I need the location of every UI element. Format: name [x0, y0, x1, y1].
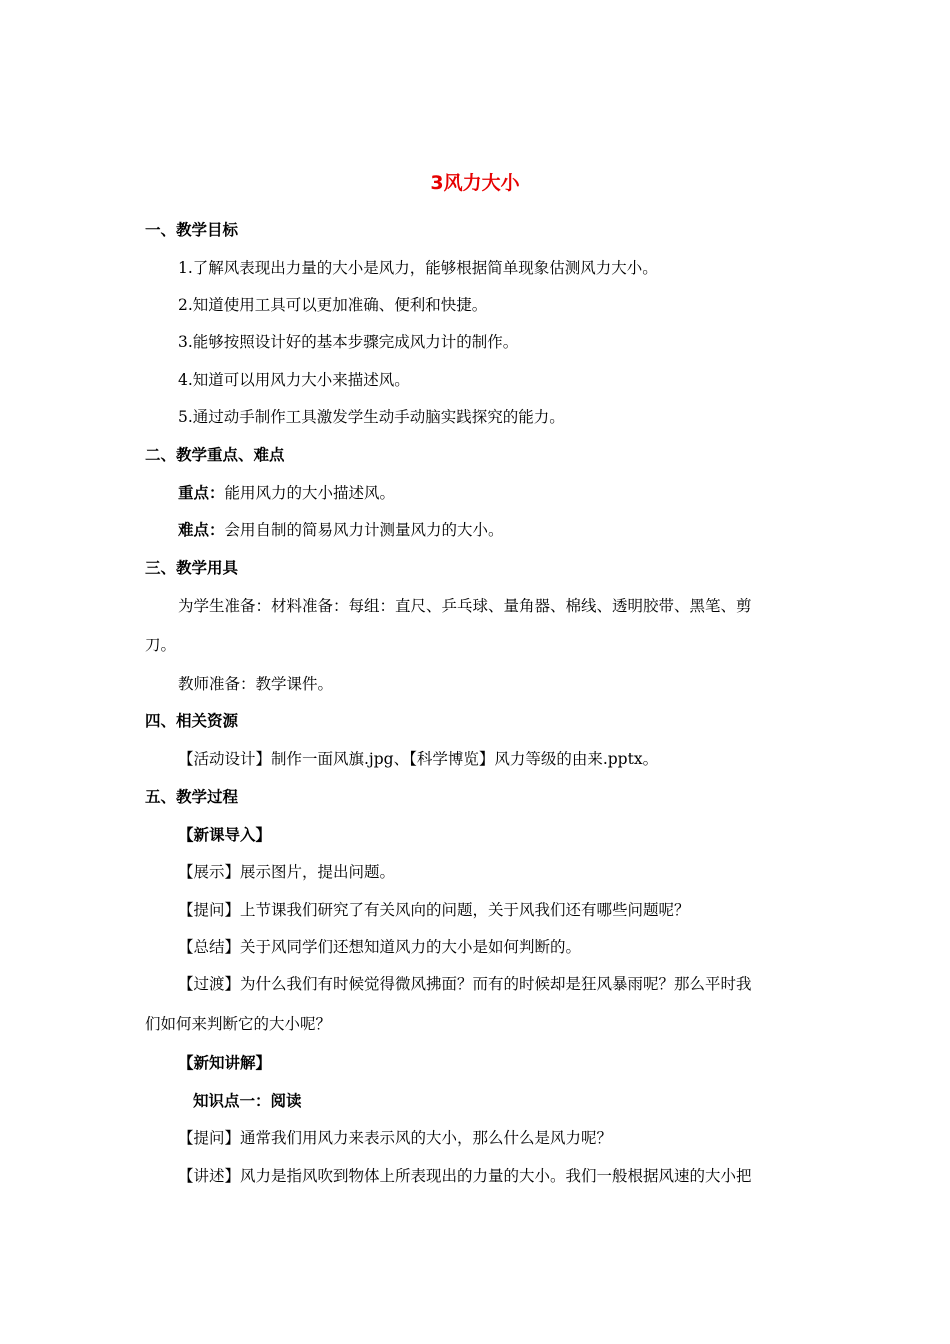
key-point-line — [178, 483, 395, 503]
transition-line-2: 们如何来判断它的大小呢？ — [145, 1015, 332, 1033]
section-heading-goals: 一、教学目标 — [145, 221, 239, 239]
question-line-1: 【提问】上节课我们研究了有关风向的问题，关于风我们还有哪些问题呢？ — [178, 901, 690, 919]
summary-line: 【总结】关于风同学们还想知道风力的大小是如何判断的。 — [178, 938, 582, 956]
key-point-label: 重点： — [178, 484, 225, 502]
difficulty-label: 难点： — [178, 521, 225, 539]
section-heading-tools: 三、教学用具 — [145, 559, 239, 577]
student-materials-line-1: 为学生准备：材料准备：每组：直尺、乒乓球、量角器、棉线、透明胶带、黑笔、剪 — [178, 597, 752, 615]
new-lesson-intro-label: 【新课导入】 — [178, 826, 272, 844]
goal-item-2: 2.知道使用工具可以更加准确、便利和快捷。 — [178, 296, 488, 314]
difficulty-line — [178, 520, 504, 540]
goal-item-5: 5.通过动手制作工具激发学生动手动脑实践探究的能力。 — [178, 408, 565, 426]
document-title: 3风力大小 — [430, 172, 520, 194]
key-point-text: 能用风力的大小描述风。 — [224, 484, 396, 502]
transition-line-1: 【过渡】为什么我们有时候觉得微风拂面？而有的时候却是狂风暴雨呢？那么平时我 — [178, 975, 752, 993]
section-heading-key-points: 二、教学重点、难点 — [145, 446, 285, 464]
section-heading-resources: 四、相关资源 — [145, 712, 239, 730]
show-line: 【展示】展示图片，提出问题。 — [178, 863, 396, 881]
new-knowledge-label: 【新知讲解】 — [178, 1054, 272, 1072]
section-heading-process: 五、教学过程 — [145, 788, 239, 806]
student-materials-line-2: 刀。 — [145, 636, 177, 654]
difficulty-text: 会用自制的简易风力计测量风力的大小。 — [224, 521, 504, 539]
knowledge-point-1: 知识点一：阅读 — [193, 1092, 302, 1110]
goal-item-1: 1.了解风表现出力量的大小是风力，能够根据简单现象估测风力大小。 — [178, 259, 658, 277]
question-line-2: 【提问】通常我们用风力来表示风的大小，那么什么是风力呢？ — [178, 1129, 613, 1147]
resources-text: 【活动设计】制作一面风旗.jpg、【科学博览】风力等级的由来.pptx。 — [178, 750, 659, 768]
teacher-materials: 教师准备：教学课件。 — [178, 675, 334, 693]
explanation-line-1: 【讲述】风力是指风吹到物体上所表现出的力量的大小。我们一般根据风速的大小把 — [178, 1167, 752, 1185]
goal-item-4: 4.知道可以用风力大小来描述风。 — [178, 371, 410, 389]
goal-item-3: 3.能够按照设计好的基本步骤完成风力计的制作。 — [178, 333, 519, 351]
